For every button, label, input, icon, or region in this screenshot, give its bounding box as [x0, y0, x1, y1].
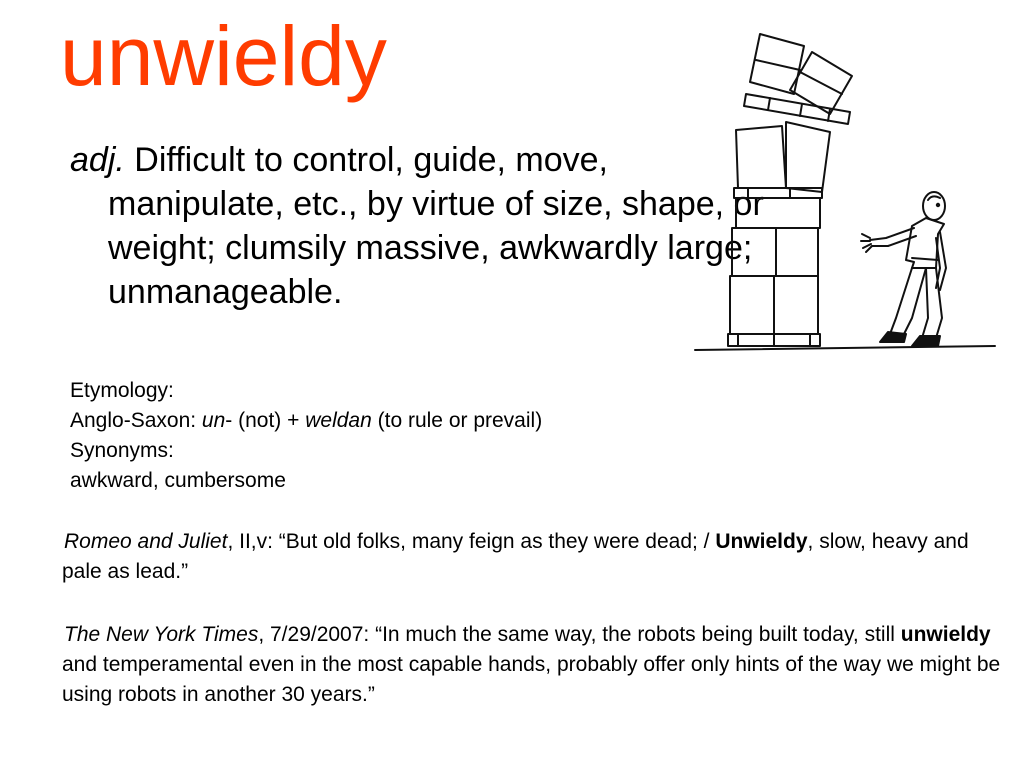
definition — [70, 138, 768, 314]
box — [736, 198, 820, 228]
quote-text-pre: , II,v: “But old folks, many feign as they were dead; / — [227, 530, 716, 553]
part-of-speech: adj. — [70, 141, 125, 179]
quote-romeo-and-juliet — [62, 527, 1012, 587]
definition-text: Difficult to control, guide, move, manipulate, etc., by virtue of size, shape, or weight; clumsily massive, awkwardly large; unmanageable. — [108, 141, 764, 311]
quote-text-post: and temperamental even in the most capable hands, probably offer only hints of the way we might be using robots in another 30 years.” — [62, 653, 1001, 706]
pallet — [744, 94, 850, 124]
quote-source: Romeo and Juliet — [64, 530, 228, 553]
origin-prefix: Anglo-Saxon: — [70, 409, 202, 432]
origin-part-weldan: weldan — [305, 409, 372, 432]
etymology-heading: Etymology: — [70, 379, 174, 402]
box — [736, 126, 786, 188]
page-title: unwieldy — [60, 9, 387, 103]
quote-text-pre: , 7/29/2007: “In much the same way, the robots being built today, still — [258, 623, 901, 646]
etymology-origin — [70, 406, 542, 436]
origin-part-un: un — [201, 409, 226, 432]
synonyms-heading: Synonyms: — [70, 439, 174, 462]
quote-keyword: Unwieldy — [715, 530, 808, 553]
etymology-block — [70, 376, 542, 496]
box — [786, 122, 830, 192]
quote-text-post: , slow, heavy and pale as lead.” — [62, 530, 969, 583]
quote-keyword: unwieldy — [900, 623, 991, 646]
origin-part-weldan-gloss: (to rule or prevail) — [371, 409, 543, 432]
origin-part-un-gloss: - (not) + — [225, 409, 306, 432]
quote-source: The New York Times — [64, 623, 259, 646]
man-with-toppling-box-stack-illustration — [690, 28, 1000, 363]
synonyms-list: awkward, cumbersome — [70, 469, 286, 492]
quote-new-york-times — [62, 620, 1012, 710]
